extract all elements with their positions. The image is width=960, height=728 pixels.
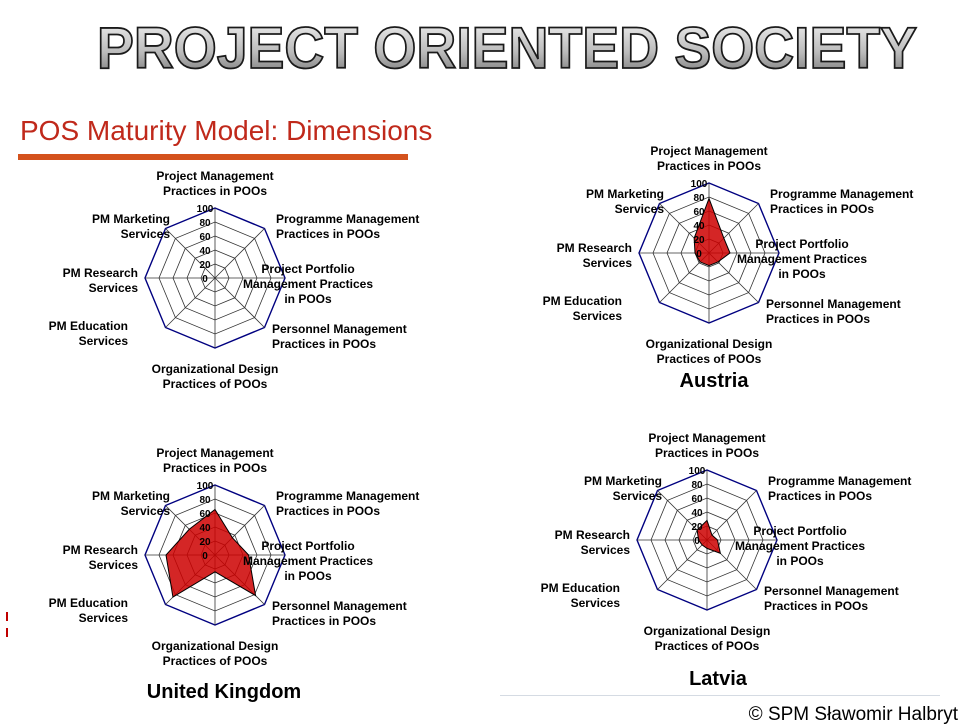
radar-scale-tick: 60: [199, 509, 211, 520]
radar-axis-label: Project Management Practices in POOs: [156, 446, 274, 475]
radar-scale-tick: 80: [693, 193, 705, 204]
country-label-united-kingdom: United Kingdom: [146, 681, 302, 703]
radar-axis-label: PM Research Services: [554, 528, 630, 557]
radar-axis-label: Project Management Practices in POOs: [156, 169, 274, 198]
radar-scale-tick: 40: [199, 523, 211, 534]
slide-title: POS Maturity Model: Dimensions: [20, 115, 433, 146]
radar-axis-label: Project Portfolio Management Practices in POOs: [736, 237, 868, 281]
radar-scale-tick: 0: [696, 249, 702, 260]
radar-scale-tick: 40: [199, 246, 211, 257]
radar-axis-label: PM Research Services: [556, 241, 632, 270]
radar-scale-tick: 80: [199, 495, 211, 506]
radar-axis-label: Project Portfolio Management Practices in POOs: [242, 539, 374, 583]
radar-chart-austria: [534, 135, 934, 370]
radar-scale-tick: 100: [690, 179, 708, 190]
radar-axis-label: PM Marketing Services: [91, 212, 170, 241]
radar-scale-tick: 20: [693, 235, 705, 246]
radar-axis-label: Personnel Management Practices in POOs: [764, 584, 899, 613]
radar-axis-label: Project Portfolio Management Practices in POOs: [734, 524, 866, 568]
radar-axis-label: Personnel Management Practices in POOs: [272, 322, 407, 351]
country-label-austria: Austria: [679, 370, 749, 392]
banner: [0, 0, 960, 80]
radar-scale-tick: 60: [199, 232, 211, 243]
radar-scale-tick: 100: [688, 466, 706, 477]
radar-axis-label: PM Research Services: [62, 543, 138, 572]
copyright-note: © SPM Sławomir Halbryt: [748, 704, 958, 725]
radar-scale-tick: 0: [694, 536, 700, 547]
radar-axis-label: Organizational Design Practices of POOs: [645, 337, 773, 366]
radar-scale-tick: 60: [691, 494, 703, 505]
radar-scale-tick: 100: [196, 204, 214, 215]
radar-chart-latvia: [532, 422, 932, 657]
radar-scale-tick: 60: [693, 207, 705, 218]
radar-axis-label: Programme Management Practices in POOs: [276, 489, 420, 518]
radar-scale-tick: 20: [199, 537, 211, 548]
radar-axis-label: Project Management Practices in POOs: [648, 431, 766, 460]
radar-chart-united-kingdom: [40, 437, 440, 672]
edge-marker: [6, 628, 8, 637]
radar-axis-label: Organizational Design Practices of POOs: [643, 624, 771, 653]
radar-axis-label: Programme Management Practices in POOs: [770, 187, 914, 216]
divider-line: [500, 695, 940, 696]
radar-axis-label: PM Education Services: [540, 581, 620, 610]
radar-scale-tick: 0: [202, 551, 208, 562]
radar-axis-label: PM Marketing Services: [585, 187, 664, 216]
radar-scale-tick: 80: [691, 480, 703, 491]
radar-scale-tick: 0: [202, 274, 208, 285]
radar-axis-label: PM Research Services: [62, 266, 138, 295]
radar-axis-label: Personnel Management Practices in POOs: [766, 297, 901, 326]
radar-axis-label: Project Portfolio Management Practices in POOs: [242, 262, 374, 306]
radar-scale-tick: 100: [196, 481, 214, 492]
radar-axis-label: PM Marketing Services: [583, 474, 662, 503]
radar-axis-label: Personnel Management Practices in POOs: [272, 599, 407, 628]
radar-axis-label: PM Marketing Services: [91, 489, 170, 518]
radar-axis-label: PM Education Services: [542, 294, 622, 323]
radar-scale-tick: 80: [199, 218, 211, 229]
radar-chart-model: [40, 160, 440, 395]
radar-scale-tick: 20: [691, 522, 703, 533]
radar-scale-tick: 40: [693, 221, 705, 232]
radar-scale-tick: 20: [199, 260, 211, 271]
radar-axis-label: PM Education Services: [48, 319, 128, 348]
banner-title: PROJECT ORIENTED SOCIETY: [97, 16, 917, 80]
radar-scale-tick: 40: [691, 508, 703, 519]
radar-axis-label: Organizational Design Practices of POOs: [151, 362, 279, 391]
radar-axis-label: Programme Management Practices in POOs: [768, 474, 912, 503]
radar-axis-label: Programme Management Practices in POOs: [276, 212, 420, 241]
radar-axis-label: Project Management Practices in POOs: [650, 144, 768, 173]
radar-axis-label: PM Education Services: [48, 596, 128, 625]
edge-marker: [6, 612, 8, 621]
country-label-latvia: Latvia: [689, 668, 747, 690]
radar-axis-label: Organizational Design Practices of POOs: [151, 639, 279, 668]
